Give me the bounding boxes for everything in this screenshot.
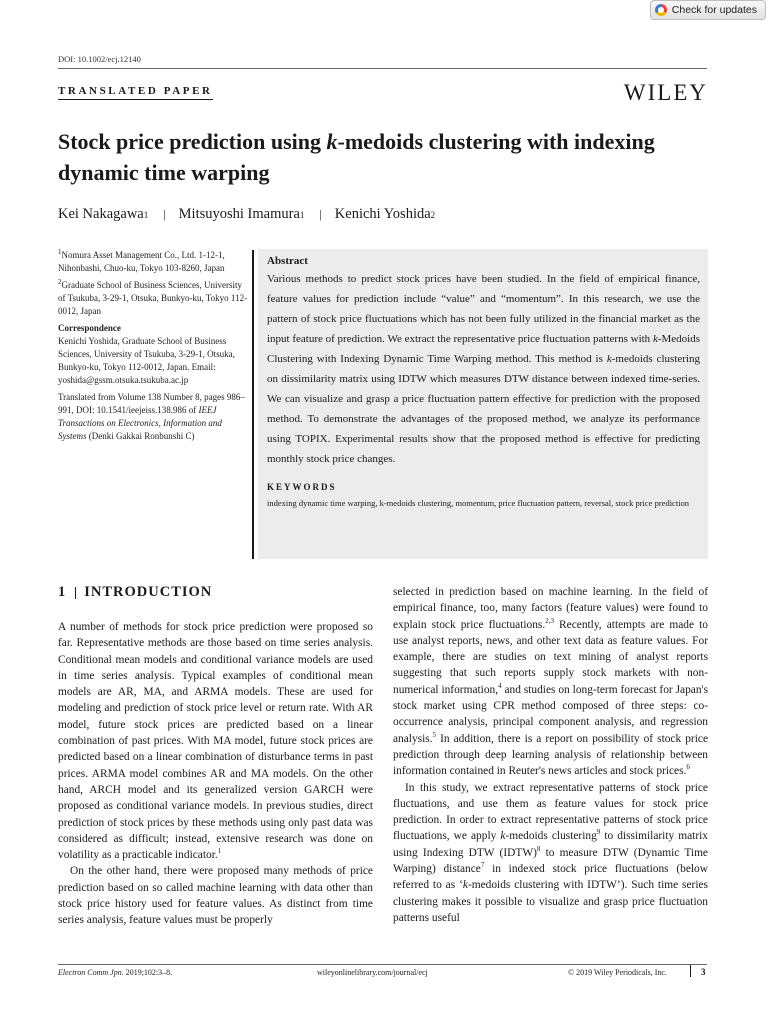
citation-ref: 5 bbox=[432, 730, 437, 739]
section-number: 1 bbox=[58, 584, 67, 600]
citation-ref: 9 bbox=[596, 828, 601, 837]
citation-ref: 1 bbox=[217, 847, 222, 856]
intro-paragraph-4: In this study, we extract representative patterns of stock price fluctuations, and use them as feature values for stock price prediction. In order to extract representative patterns of stock price fluctuations, we apply k-medoids clustering$^9$ to dissimilarity matrix using Indexing DTW (IDTW)$^8$ to measure DTW (Dynamic Time Warping) distance$^7$ in indexed stock price fluctuations (below referred to as ‘k-medoids clustering with IDTW’). Such time series clustering makes it possible to visualize and grasp price fluctuation patterns useful bbox=[393, 781, 708, 924]
paper-title: Stock price prediction using k-medoids clustering with indexing dynamic time warping bbox=[58, 129, 655, 185]
citation-ref: 2,3 bbox=[545, 616, 554, 625]
author-separator: | bbox=[319, 207, 322, 221]
section-type: TRANSLATED PAPER bbox=[58, 85, 213, 100]
intro-paragraph-1: A number of methods for stock price prediction were proposed so far. Representative methods are those based on time series analysis. Conditional mean models and conditional variance models are used in time series analysis. Typical examples of conditional mean models are AR, MA, and ARMA models. These are used for modeling and prediction of stock price level or return rate. With AR model, future stock prices are predicted based on a linear combination of past prices. With MA model, future stock prices are predicted based on a linear combination of disturbance terms in past prices. ARMA model combines AR and MA models. On the other hand, ARCH model and its generalized version GARCH were proposed as conditional variance models. In previous studies, direct prediction of stock prices by these methods using only past data was considered as difficult; instead, extensive research was done on volatility as a practicable indicator.$^1$ bbox=[58, 621, 373, 862]
check-for-updates-button[interactable] bbox=[650, 0, 766, 20]
body-column-right bbox=[393, 584, 708, 926]
doi: DOI: 10.1002/ecj.12140 bbox=[58, 54, 141, 64]
affiliation-1: $^1$Nomura Asset Management Co., Ltd. 1-12-1, Nihonbashi, Chuo-ku, Tokyo 103-8260, Japan bbox=[58, 248, 225, 273]
publisher-logo: WILEY bbox=[623, 80, 708, 105]
footer-rule bbox=[58, 964, 707, 965]
body-column-left bbox=[58, 619, 373, 929]
abstract-heading: Abstract bbox=[267, 255, 308, 267]
footer-copyright: © 2019 Wiley Periodicals, Inc. bbox=[568, 968, 667, 977]
crossmark-icon bbox=[655, 4, 667, 16]
author-name: Kei Nakagawa bbox=[58, 206, 144, 222]
footer-separator bbox=[690, 965, 691, 977]
author-list: Kei Nakagawa 1 | Mitsuyoshi Imamura 1 | Kenichi Yoshida 2 bbox=[58, 206, 436, 222]
affiliation-2: $^2$Graduate School of Business Sciences, University of Tsukuba, 3-29-1, Otsuka, Bunkyo-ku, Tokyo 112-0012, Japan bbox=[58, 278, 248, 316]
citation-ref: 6 bbox=[686, 763, 690, 772]
intro-paragraph-3: selected in prediction based on machine learning. In the field of empirical finance, too, many factors (feature values) were found to explain stock price fluctuations.$^{2,3}$ Recently, attempts are made to use analyst reports, news, and other text data as feature values. For example, there are studies on text mining of analyst reports suggesting that such reports supply stock markets with non-numerical information,$^4$ and studies on long-term forecast for Japan's stock market using CPR method composed of three steps: co-occurrence analysis, principal component analysis, and regression analysis.$^5$ In addition, there is a report on possibility of stock price prediction through deep learning analysis of relationship between information contained in Reuter's news articles and stock prices.$^6$ bbox=[393, 586, 709, 778]
footer-journal-url[interactable]: wileyonlinelibrary.com/journal/ecj bbox=[317, 968, 428, 977]
section-title: INTRODUCTION bbox=[84, 584, 213, 600]
abstract-box bbox=[258, 249, 708, 559]
correspondence-text: Kenichi Yoshida, Graduate School of Business Sciences, University of Tsukuba, 3-29-1, Otsuka, Bunkyo-ku, Tokyo 112-0012, Japan. Email: yoshida@gssm.otsuka.tsukuba.ac.jp bbox=[58, 336, 235, 385]
section-heading-bar bbox=[75, 587, 76, 599]
author-separator: | bbox=[163, 207, 166, 221]
abstract-divider bbox=[252, 250, 254, 559]
author-name: Kenichi Yoshida bbox=[334, 206, 431, 222]
translation-note: Translated from Volume 138 Number 8, pages 986–991, DOI: 10.1541/ieejeiss.138.986 of IEEJ Transactions on Electronics, Information and Systems (Denki Gakkai Ronbunshi C) bbox=[58, 392, 245, 441]
check-for-updates-label: Check for updates bbox=[671, 4, 757, 16]
abstract-text: Various methods to predict stock prices have been studied. In the field of empirical finance, feature values for prediction include “value” and “momentum”. In this research, we use the pattern of stock price fluctuations which has not been fully utilized in the financial market as the input feature of prediction. We extract the representative price fluctuation patterns with k-Medoids Clustering with Indexing Dynamic Time Warping method. This method is k-medoids clustering on dissimilarity matrix using IDTW which measures DTW distance between indexed time-series. We can visualize and grasp a price fluctuation pattern effective for prediction with the proposed method. To demonstrate the advantages of the proposed method, we analyze its performance using TOPIX. Experimental results show that the proposed method is effective for predicting monthly stock price changes. bbox=[267, 273, 700, 465]
keywords-heading: KEYWORDS bbox=[267, 482, 337, 492]
footer-citation: Electron Comm Jpn. 2019;102:3–8. bbox=[58, 968, 173, 977]
author-name: Mitsuyoshi Imamura bbox=[178, 206, 300, 222]
section-heading-introduction bbox=[58, 584, 212, 601]
citation-ref: 8 bbox=[536, 844, 541, 853]
page-number: 3 bbox=[701, 967, 706, 977]
citation-ref: 4 bbox=[498, 681, 502, 690]
keywords-text: indexing dynamic time warping, k-medoids clustering, momentum, price fluctuation pattern, reversal, stock price prediction bbox=[267, 498, 690, 508]
affiliations-column bbox=[58, 249, 250, 447]
intro-paragraph-2: On the other hand, there were proposed many methods of price prediction based on so called machine learning with data other than stock price history used for feature values. As distinct from time series analysis, feature values must be properly bbox=[58, 865, 373, 927]
header-rule bbox=[58, 68, 707, 69]
correspondence-heading: Correspondence bbox=[58, 323, 121, 333]
citation-ref: 7 bbox=[480, 861, 485, 870]
